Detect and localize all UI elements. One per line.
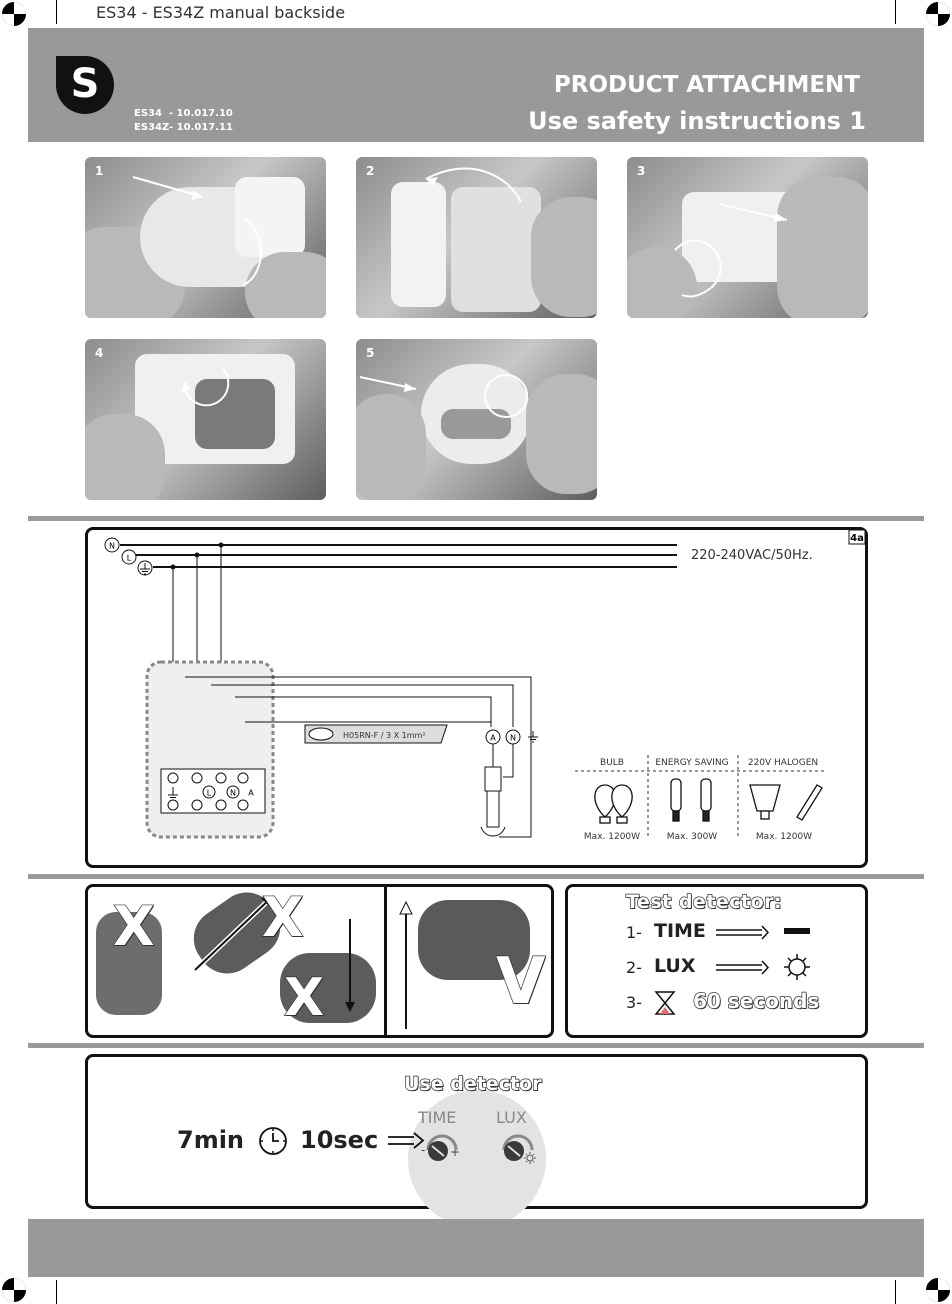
wrong-mark-1: X: [113, 895, 155, 958]
halogen-label: 220V HALOGEN: [747, 758, 819, 768]
model-line-1: ES34 - 10.017.10: [134, 108, 233, 119]
lux-knob-label: LUX: [496, 1108, 527, 1127]
page-title: PRODUCT ATTACHMENT: [553, 72, 860, 98]
model-line-2: ES34Z- 10.017.11: [134, 122, 233, 133]
registration-mark-icon: [924, 0, 952, 28]
svg-text:N: N: [510, 733, 516, 743]
svg-text:A: A: [490, 733, 496, 743]
svg-text:N: N: [230, 788, 236, 798]
bulb-icon: [595, 785, 632, 823]
section-divider: [28, 1043, 924, 1048]
time-max-value: 10sec: [300, 1126, 379, 1154]
step-photo-4: 4: [85, 339, 326, 500]
step-photo-5: 5: [356, 339, 597, 500]
registration-mark-icon: [0, 1276, 28, 1304]
energy-saving-max: Max. 300W: [666, 832, 718, 842]
section-divider: [28, 516, 924, 521]
test-step-3-label: 60 seconds: [693, 989, 820, 1013]
section-divider: [28, 874, 924, 879]
time-knob-minus: -: [421, 1143, 426, 1157]
wrong-mark-2: X: [262, 886, 304, 949]
sun-icon: [524, 1152, 536, 1164]
time-knob[interactable]: [428, 1136, 456, 1161]
footer-band: [28, 1219, 924, 1277]
test-title: Test detector:: [626, 891, 783, 913]
sun-icon: [784, 954, 810, 980]
supply-voltage: 220-240VAC/50Hz.: [691, 548, 813, 563]
svg-text:N: N: [109, 541, 115, 551]
energy-saving-icon: [671, 779, 711, 821]
wiring-diagram: [85, 527, 868, 868]
document-title: ES34 - ES34Z manual backside: [96, 3, 346, 22]
halogen-max: Max. 1200W: [755, 832, 813, 842]
time-knob-plus: +: [450, 1145, 461, 1159]
step-photo-2: 2: [356, 157, 597, 318]
minus-icon: [784, 928, 810, 934]
hourglass-icon: [652, 990, 678, 1016]
test-step-1-label: TIME: [654, 920, 706, 942]
energy-saving-label: ENERGY SAVING: [655, 758, 729, 768]
step-photo-1: 1: [85, 157, 326, 318]
halogen-icon: [750, 785, 822, 820]
svg-text:A: A: [248, 788, 254, 798]
moon-icon: [492, 1152, 496, 1160]
crop-mark: [895, 1280, 896, 1304]
svg-text:L: L: [206, 788, 212, 798]
crop-mark: [56, 0, 57, 24]
step-photo-3: 3: [627, 157, 868, 318]
time-min-value: 7min: [177, 1126, 245, 1154]
clock-icon: [257, 1125, 289, 1157]
use-title: Use detector: [404, 1073, 542, 1095]
diagram-tag: 4a: [850, 533, 864, 544]
test-step-1-num: 1-: [626, 923, 642, 942]
registration-mark-icon: [924, 1276, 952, 1304]
crop-mark: [56, 1280, 57, 1304]
cable-spec: H05RN-F / 3 X 1mm²: [343, 731, 426, 740]
registration-mark-icon: [0, 0, 28, 28]
brand-logo: S: [56, 56, 114, 114]
arrow-icon: [716, 926, 768, 939]
page-subtitle: Use safety instructions 1: [528, 107, 866, 135]
bulb-max: Max. 1200W: [583, 832, 641, 842]
crop-mark: [895, 0, 896, 24]
test-step-2-num: 2-: [626, 958, 642, 977]
arrow-icon: [716, 961, 768, 974]
bulb-label: BULB: [600, 758, 624, 768]
svg-text:L: L: [126, 553, 132, 563]
time-knob-label: TIME: [418, 1108, 457, 1127]
wrong-mark-3: X: [284, 968, 325, 1028]
lux-knob[interactable]: [492, 1136, 536, 1164]
correct-mark: V: [496, 945, 546, 1019]
test-step-2-label: LUX: [654, 955, 696, 977]
test-step-3-num: 3-: [626, 993, 642, 1012]
